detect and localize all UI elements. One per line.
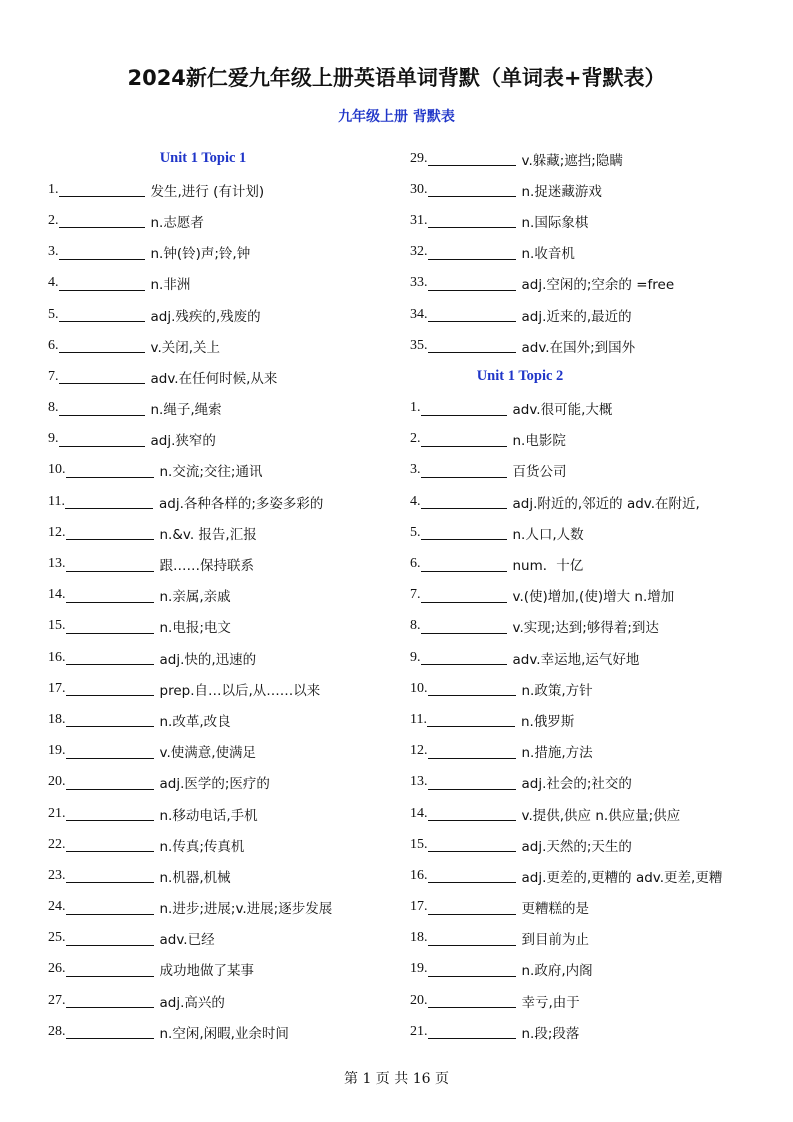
answer-blank[interactable] <box>59 338 145 353</box>
vocab-row <box>410 237 755 268</box>
answer-blank[interactable] <box>66 681 154 696</box>
answer-blank[interactable] <box>428 151 516 166</box>
page-subtitle: 九年级上册 背默表 <box>338 109 455 125</box>
vocab-row <box>48 424 388 455</box>
definition: adj.狭窄的 <box>150 433 216 450</box>
definition: n.进步;进展;v.进展;逐步发展 <box>159 901 333 918</box>
vocab-row <box>48 673 388 704</box>
vocab-row <box>48 923 388 954</box>
item-number: 23. <box>48 867 66 883</box>
vocab-row <box>410 673 755 704</box>
answer-blank[interactable] <box>66 837 154 852</box>
definition: v.躲藏;遮挡;隐瞒 <box>521 152 623 169</box>
item-number: 18. <box>48 711 66 727</box>
definition: v.使满意,使满足 <box>159 745 257 762</box>
vocab-row <box>410 205 755 236</box>
answer-blank[interactable] <box>66 619 154 634</box>
definition: n.改革,改良 <box>159 713 231 730</box>
definition: num．十亿 <box>512 558 584 575</box>
item-number: 13. <box>410 774 428 790</box>
vocab-row <box>410 642 755 673</box>
item-number: 10. <box>410 680 428 696</box>
answer-blank[interactable] <box>421 650 507 665</box>
answer-blank[interactable] <box>66 1024 154 1039</box>
vocab-row <box>410 767 755 798</box>
answer-blank[interactable] <box>66 712 154 727</box>
vocab-row <box>410 860 755 891</box>
definition: n.钟(铃)声;铃,钟 <box>150 246 251 263</box>
answer-blank[interactable] <box>428 307 516 322</box>
definition: v.实现;达到;够得着;到达 <box>512 620 659 637</box>
answer-blank[interactable] <box>421 432 507 447</box>
item-number: 11. <box>410 711 427 727</box>
definition: adj.近来的,最近的 <box>521 308 632 325</box>
section-heading: Unit 1 Topic 1 <box>159 150 247 167</box>
item-number: 32. <box>410 244 428 260</box>
definition: n.政策,方针 <box>521 682 593 699</box>
item-number: 14. <box>410 805 428 821</box>
answer-blank[interactable] <box>421 525 507 540</box>
item-number: 34. <box>410 306 428 322</box>
definition: 幸亏,由于 <box>521 994 580 1011</box>
vocab-row <box>410 611 755 642</box>
answer-blank[interactable] <box>421 557 507 572</box>
item-number: 29. <box>410 150 428 166</box>
definition: 更糟糕的是 <box>521 901 589 918</box>
vocab-row <box>48 548 388 579</box>
vocab-row <box>410 704 755 735</box>
vocab-row <box>48 860 388 891</box>
page-title: 2024新仁爱九年级上册英语单词背默（单词表+背默表） <box>127 66 666 90</box>
item-number: 26. <box>48 961 66 977</box>
item-number: 27. <box>48 992 66 1008</box>
definition: 发生,进行 (有计划) <box>150 183 265 200</box>
definition: adj.高兴的 <box>159 994 225 1011</box>
item-number: 10. <box>48 462 66 478</box>
definition: 成功地做了某事 <box>159 963 254 980</box>
item-number: 3. <box>48 244 59 260</box>
answer-blank[interactable] <box>66 962 154 977</box>
definition: prep.自…以后,从……以来 <box>159 682 321 699</box>
answer-blank[interactable] <box>428 276 516 291</box>
vocab-row <box>410 424 755 455</box>
vocab-row <box>410 143 755 174</box>
answer-blank[interactable] <box>428 744 516 759</box>
answer-blank[interactable] <box>66 900 154 915</box>
item-number: 8. <box>410 618 421 634</box>
vocab-row <box>410 923 755 954</box>
definition: n.电影院 <box>512 433 566 450</box>
vocab-row <box>410 393 755 424</box>
vocab-row <box>410 517 755 548</box>
answer-blank[interactable] <box>66 775 154 790</box>
definition: n.国际象棋 <box>521 214 589 231</box>
vocab-row <box>410 892 755 923</box>
answer-blank[interactable] <box>421 619 507 634</box>
definition: 到目前为止 <box>521 932 589 949</box>
definition: n.传真;传真机 <box>159 838 245 855</box>
answer-blank[interactable] <box>59 432 145 447</box>
definition: adj.空闲的;空余的 =free <box>521 277 675 294</box>
item-number: 2. <box>410 431 421 447</box>
vocab-row <box>48 704 388 735</box>
item-number: 14. <box>48 587 66 603</box>
vocab-row <box>48 455 388 486</box>
definition: 跟……保持联系 <box>159 558 254 575</box>
answer-blank[interactable] <box>66 650 154 665</box>
item-number: 31. <box>410 212 428 228</box>
item-number: 17. <box>48 680 66 696</box>
answer-blank[interactable] <box>59 307 145 322</box>
vocab-row <box>410 299 755 330</box>
answer-blank[interactable] <box>421 494 507 509</box>
vocab-row <box>48 517 388 548</box>
right-top-item-list <box>410 143 755 361</box>
item-number: 3. <box>410 462 421 478</box>
definition: adj.残疾的,残废的 <box>150 308 261 325</box>
answer-blank[interactable] <box>59 182 145 197</box>
vocab-row <box>48 237 388 268</box>
item-number: 17. <box>410 899 428 915</box>
definition: v.关闭,关上 <box>150 339 221 356</box>
answer-blank[interactable] <box>428 245 516 260</box>
item-number: 13. <box>48 556 66 572</box>
item-number: 20. <box>48 774 66 790</box>
definition: adv.幸运地,运气好地 <box>512 651 640 668</box>
answer-blank[interactable] <box>421 401 507 416</box>
definition: adj.社会的;社交的 <box>521 776 632 793</box>
answer-blank[interactable] <box>66 525 154 540</box>
answer-blank[interactable] <box>428 806 516 821</box>
page-footer: 第 1 页 共 16 页 <box>344 1071 449 1087</box>
definition: n.措施,方法 <box>521 745 593 762</box>
answer-blank[interactable] <box>428 837 516 852</box>
answer-blank[interactable] <box>66 463 154 478</box>
answer-blank[interactable] <box>428 681 516 696</box>
item-number: 16. <box>48 649 66 665</box>
definition: v.(使)增加,(使)增大 n.增加 <box>512 589 675 606</box>
definition: n.捉迷藏游戏 <box>521 183 602 200</box>
answer-blank[interactable] <box>428 900 516 915</box>
vocab-row <box>48 642 388 673</box>
item-number: 15. <box>48 618 66 634</box>
item-number: 15. <box>410 836 428 852</box>
vocab-row <box>48 393 388 424</box>
item-number: 1. <box>410 400 421 416</box>
answer-blank[interactable] <box>421 463 507 478</box>
vocab-row <box>48 580 388 611</box>
answer-blank[interactable] <box>66 993 154 1008</box>
vocab-row <box>48 798 388 829</box>
definition: 百货公司 <box>512 464 567 481</box>
answer-blank[interactable] <box>428 962 516 977</box>
answer-blank[interactable] <box>428 868 516 883</box>
definition: n.收音机 <box>521 246 575 263</box>
vocab-row <box>48 330 388 361</box>
answer-blank[interactable] <box>428 182 516 197</box>
vocab-row <box>410 736 755 767</box>
vocab-row <box>48 361 388 392</box>
vocab-row <box>48 611 388 642</box>
answer-blank[interactable] <box>59 276 145 291</box>
definition: v.提供,供应 n.供应量;供应 <box>521 807 681 824</box>
answer-blank[interactable] <box>427 712 515 727</box>
item-number: 8. <box>48 400 59 416</box>
answer-blank[interactable] <box>66 806 154 821</box>
item-number: 19. <box>48 743 66 759</box>
item-number: 21. <box>410 1023 428 1039</box>
definition: n.政府,内阁 <box>521 963 593 980</box>
answer-blank[interactable] <box>66 868 154 883</box>
vocab-row <box>48 205 388 236</box>
item-number: 21. <box>48 805 66 821</box>
definition: adj.天然的;天生的 <box>521 838 632 855</box>
definition: n.非洲 <box>150 277 191 294</box>
vocab-row <box>48 1016 388 1047</box>
answer-blank[interactable] <box>66 557 154 572</box>
vocab-row <box>410 580 755 611</box>
answer-blank[interactable] <box>428 931 516 946</box>
answer-blank[interactable] <box>59 369 145 384</box>
item-number: 6. <box>410 556 421 572</box>
vocab-row <box>48 954 388 985</box>
definition: adj.附近的,邻近的 adv.在附近, <box>512 495 700 512</box>
vocab-row <box>410 1016 755 1047</box>
vocab-row <box>48 486 388 517</box>
item-number: 20. <box>410 992 428 1008</box>
vocab-row <box>410 174 755 205</box>
definition: n.移动电话,手机 <box>159 807 258 824</box>
item-number: 12. <box>410 743 428 759</box>
definition: adv.很可能,大概 <box>512 402 613 419</box>
definition: adv.在国外;到国外 <box>521 339 636 356</box>
definition: n.俄罗斯 <box>520 713 575 730</box>
item-number: 6. <box>48 337 59 353</box>
definition: n.交流;交往;通讯 <box>159 464 263 481</box>
answer-blank[interactable] <box>59 401 145 416</box>
answer-blank[interactable] <box>66 931 154 946</box>
item-number: 35. <box>410 337 428 353</box>
item-number: 4. <box>410 493 421 509</box>
item-number: 2. <box>48 212 59 228</box>
item-number: 12. <box>48 524 66 540</box>
item-number: 4. <box>48 275 59 291</box>
item-number: 28. <box>48 1023 66 1039</box>
item-number: 7. <box>410 587 421 603</box>
vocab-row <box>48 268 388 299</box>
definition: adv.在任何时候,从来 <box>150 370 278 387</box>
vocab-row <box>410 954 755 985</box>
vocab-row <box>410 455 755 486</box>
vocab-row <box>48 985 388 1016</box>
answer-blank[interactable] <box>421 588 507 603</box>
definition: adj.更差的,更糟的 adv.更差,更糟 <box>521 869 723 886</box>
item-number: 5. <box>48 306 59 322</box>
answer-blank[interactable] <box>428 1024 516 1039</box>
answer-blank[interactable] <box>59 245 145 260</box>
right-column <box>410 143 755 1047</box>
vocab-row <box>48 892 388 923</box>
item-number: 25. <box>48 930 66 946</box>
definition: n.段;段落 <box>521 1025 580 1042</box>
vocab-row <box>410 268 755 299</box>
answer-blank[interactable] <box>428 213 516 228</box>
item-number: 1. <box>48 181 59 197</box>
item-number: 7. <box>48 368 59 384</box>
vocab-row <box>410 330 755 361</box>
item-number: 11. <box>48 493 65 509</box>
answer-blank[interactable] <box>428 993 516 1008</box>
vocab-row <box>48 767 388 798</box>
item-number: 9. <box>410 649 421 665</box>
definition: n.志愿者 <box>150 214 204 231</box>
answer-blank[interactable] <box>66 744 154 759</box>
item-number: 24. <box>48 899 66 915</box>
item-number: 5. <box>410 524 421 540</box>
definition: adj.快的,迅速的 <box>159 651 257 668</box>
vocab-row <box>410 798 755 829</box>
vocab-row <box>410 486 755 517</box>
vocab-row <box>410 548 755 579</box>
definition: n.绳子,绳索 <box>150 402 222 419</box>
definition: n.电报;电文 <box>159 620 231 637</box>
definition: n.人口,人数 <box>512 526 584 543</box>
definition: n.亲属,亲戚 <box>159 589 231 606</box>
definition: n.机器,机械 <box>159 869 231 886</box>
vocab-row <box>410 985 755 1016</box>
vocab-row <box>48 299 388 330</box>
vocab-row <box>48 736 388 767</box>
answer-blank[interactable] <box>428 338 516 353</box>
definition: n.&v. 报告,汇报 <box>159 526 257 543</box>
item-number: 30. <box>410 181 428 197</box>
definition: adv.已经 <box>159 932 215 949</box>
definition: adj.各种各样的;多姿多彩的 <box>158 495 324 512</box>
vocab-row <box>48 829 388 860</box>
answer-blank[interactable] <box>65 494 153 509</box>
item-number: 19. <box>410 961 428 977</box>
answer-blank[interactable] <box>66 588 154 603</box>
item-number: 18. <box>410 930 428 946</box>
definition: n.空闲,闲暇,业余时间 <box>159 1025 289 1042</box>
item-number: 16. <box>410 867 428 883</box>
definition: adj.医学的;医疗的 <box>159 776 270 793</box>
vocab-row <box>48 174 388 205</box>
right-bottom-item-list <box>410 393 755 1048</box>
answer-blank[interactable] <box>428 775 516 790</box>
left-item-list <box>48 174 388 1047</box>
item-number: 22. <box>48 836 66 852</box>
item-number: 33. <box>410 275 428 291</box>
left-column <box>48 143 388 1047</box>
section-heading: Unit 1 Topic 2 <box>476 368 564 385</box>
answer-blank[interactable] <box>59 213 145 228</box>
vocab-row <box>410 829 755 860</box>
item-number: 9. <box>48 431 59 447</box>
